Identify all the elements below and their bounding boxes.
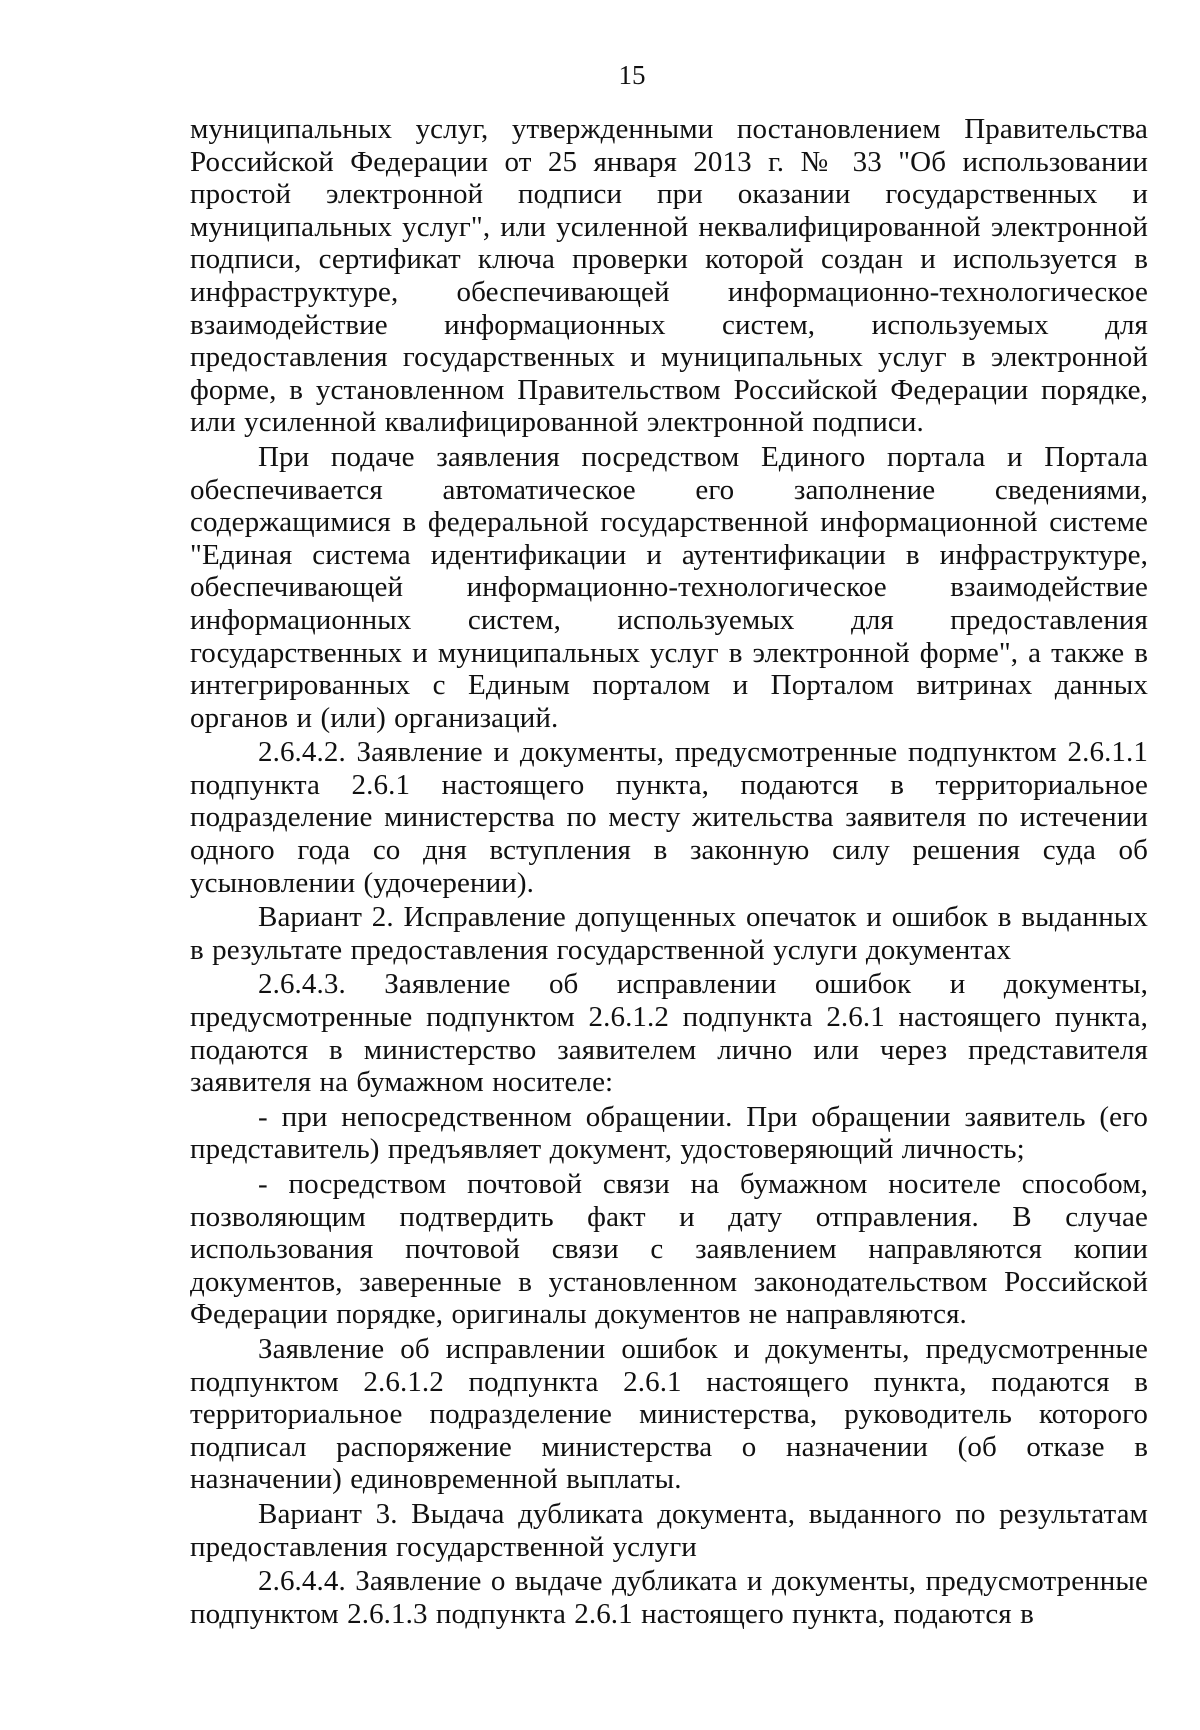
document-body xyxy=(190,113,1148,1630)
paragraph: Вариант 3. Выдача дубликата документа, выданного по результатам предоставления государственной услуги xyxy=(190,1497,1148,1563)
page-number: 15 xyxy=(618,60,646,90)
paragraph: При подаче заявления посредством Единого портала и Портала обеспечивается автоматическое его заполнение сведениями, содержащимися в федеральной государственной информационной системе "Единая система идентификации и аутентификации в инфраструктуре, обеспечивающей информационно-технологическое взаимодействие информационных систем, используемых для предоставления государственных и муниципальных услуг в электронной форме", а также в интегрированных с Единым порталом и Порталом витринах данных органов и (или) организаций. xyxy=(190,440,1148,734)
paragraph: 2.6.4.3. Заявление об исправлении ошибок и документы, предусмотренные подпунктом 2.6.1.2 подпункта 2.6.1 настоящего пункта, подаются в министерство заявителем лично или через представителя заявителя на бумажном носителе: xyxy=(190,968,1148,1099)
paragraph: - посредством почтовой связи на бумажном носителе способом, позволяющим подтвердить факт и дату отправления. В случае использования почтовой связи с заявлением направляются копии документов, заверенные в установленном законодательством Российской Федерации порядке, оригиналы документов не направляются. xyxy=(190,1168,1148,1331)
paragraph: 2.6.4.2. Заявление и документы, предусмотренные подпунктом 2.6.1.1 подпункта 2.6.1 настоящего пункта, подаются в территориальное подразделение министерства по месту жительства заявителя по истечении одного года со дня вступления в законную силу решения суда об усыновлении (удочерении). xyxy=(190,736,1148,899)
paragraph: Вариант 2. Исправление допущенных опечаток и ошибок в выданных в результате предоставления государственной услуги документах xyxy=(190,901,1148,966)
page-number-row xyxy=(0,58,1200,92)
paragraph: - при непосредственном обращении. При обращении заявитель (его представитель) предъявляет документ, удостоверяющий личность; xyxy=(190,1100,1148,1166)
paragraph: Заявление об исправлении ошибок и документы, предусмотренные подпунктом 2.6.1.2 подпункта 2.6.1 настоящего пункта, подаются в территориальное подразделение министерства, руководитель которого подписал распоряжение министерства о назначении (об отказе в назначении) единовременной выплаты. xyxy=(190,1332,1148,1496)
paragraph: 2.6.4.4. Заявление о выдаче дубликата и документы, предусмотренные подпунктом 2.6.1.3 подпункта 2.6.1 настоящего пункта, подаются в xyxy=(190,1565,1148,1630)
paragraph: муниципальных услуг, утвержденными постановлением Правительства Российской Федерации от 25 января 2013 г. № 33 "Об использовании простой электронной подписи при оказании государственных и муниципальных услуг", или усиленной неквалифицированной электронной подписи, сертификат ключа проверки которой создан и используется в инфраструктуре, обеспечивающей информационно-технологическое взаимодействие информационных систем, используемых для предоставления государственных и муниципальных услуг в электронной форме, в установленном Правительством Российской Федерации порядке, или усиленной квалифицированной электронной подписи. xyxy=(190,113,1148,439)
